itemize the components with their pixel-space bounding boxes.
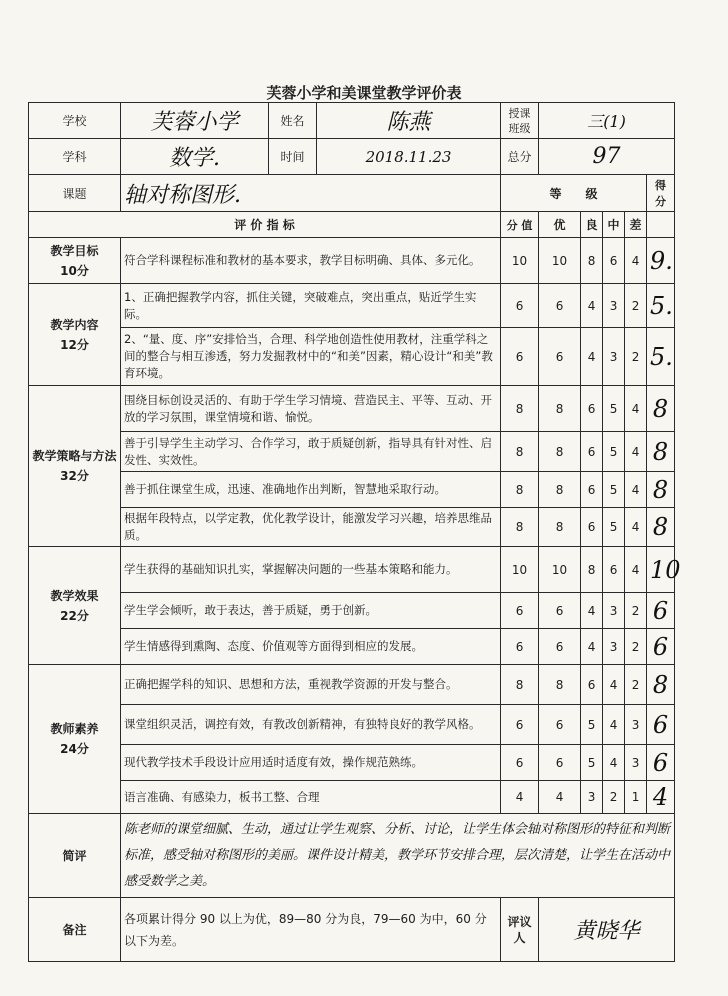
poor-value: 4	[625, 386, 647, 432]
poor-value: 4	[625, 472, 647, 508]
score-value: 6	[647, 745, 675, 781]
poor-value: 3	[625, 705, 647, 745]
score-value: 8	[647, 432, 675, 472]
poor-value: 1	[625, 781, 647, 814]
criterion-text: 1、正确把握教学内容，抓住关键，突破难点，突出重点，贴近学生实际。	[121, 284, 501, 328]
points-value: 8	[501, 386, 539, 432]
score-value: 6	[647, 593, 675, 629]
criterion-row	[29, 508, 675, 547]
evaluator-signature: 黄晓华	[539, 898, 675, 962]
excellent-value: 6	[539, 629, 581, 665]
good-header: 良	[581, 212, 603, 238]
topic-label: 课题	[29, 175, 121, 212]
comment-row	[29, 814, 675, 898]
good-value: 4	[581, 284, 603, 328]
name-value: 陈燕	[317, 103, 501, 139]
fair-value: 6	[603, 547, 625, 593]
points-value: 6	[501, 593, 539, 629]
score-value: 4	[647, 781, 675, 814]
remarks-row	[29, 898, 675, 962]
criterion-row	[29, 284, 675, 328]
good-value: 6	[581, 665, 603, 705]
fair-value: 4	[603, 705, 625, 745]
score-value: 8	[647, 472, 675, 508]
criterion-text: 善于抓住课堂生成，迅速、准确地作出判断，智慧地采取行动。	[121, 472, 501, 508]
category-goals: 教学目标 10分	[29, 238, 121, 284]
good-value: 8	[581, 238, 603, 284]
criterion-text: 学生获得的基础知识扎实，掌握解决问题的一些基本策略和能力。	[121, 547, 501, 593]
points-value: 6	[501, 284, 539, 328]
fair-value: 5	[603, 508, 625, 547]
excellent-value: 8	[539, 508, 581, 547]
points-value: 4	[501, 781, 539, 814]
poor-value: 4	[625, 508, 647, 547]
score-value: 6	[647, 629, 675, 665]
poor-value: 4	[625, 432, 647, 472]
subject-label: 学科	[29, 139, 121, 175]
points-value: 10	[501, 238, 539, 284]
total-value: 97	[539, 139, 675, 175]
criterion-row	[29, 328, 675, 386]
points-value: 10	[501, 547, 539, 593]
good-value: 8	[581, 547, 603, 593]
criterion-text: 现代教学技术手段设计应用适时适度有效，操作规范熟练。	[121, 745, 501, 781]
criterion-row	[29, 781, 675, 814]
evaluator-label: 评议人	[501, 898, 539, 962]
criterion-text: 学生学会倾听，敢于表达，善于质疑，勇于创新。	[121, 593, 501, 629]
comment-label: 简评	[29, 814, 121, 898]
excellent-value: 6	[539, 705, 581, 745]
points-value: 8	[501, 665, 539, 705]
fair-value: 5	[603, 472, 625, 508]
total-label: 总分	[501, 139, 539, 175]
criterion-text: 符合学科课程标准和教材的基本要求，教学目标明确、具体、多元化。	[121, 238, 501, 284]
fair-value: 2	[603, 781, 625, 814]
good-value: 4	[581, 629, 603, 665]
excellent-value: 6	[539, 328, 581, 386]
good-value: 4	[581, 593, 603, 629]
fair-value: 4	[603, 745, 625, 781]
poor-value: 4	[625, 238, 647, 284]
excellent-value: 8	[539, 432, 581, 472]
points-value: 6	[501, 629, 539, 665]
score-value: 8	[647, 665, 675, 705]
remarks-text: 各项累计得分 90 以上为优，89—80 分为良，79—60 为中，60 分以下为差。	[121, 898, 501, 962]
fair-value: 3	[603, 629, 625, 665]
points-value: 8	[501, 508, 539, 547]
score-value: 10	[647, 547, 675, 593]
excellent-value: 10	[539, 547, 581, 593]
fair-value: 3	[603, 284, 625, 328]
criterion-row	[29, 386, 675, 432]
poor-value: 2	[625, 328, 647, 386]
name-label: 姓名	[269, 103, 317, 139]
category-literacy: 教师素养 24分	[29, 665, 121, 814]
poor-value: 2	[625, 284, 647, 328]
score-value: 8	[647, 508, 675, 547]
fair-value: 3	[603, 328, 625, 386]
class-value: 三(1)	[539, 103, 675, 139]
excellent-value: 6	[539, 284, 581, 328]
school-label: 学校	[29, 103, 121, 139]
points-header: 分 值	[501, 212, 539, 238]
good-value: 6	[581, 508, 603, 547]
subject-value: 数学.	[121, 139, 269, 175]
excellent-value: 8	[539, 665, 581, 705]
score-header: 得分	[647, 175, 675, 212]
indicator-header: 评 价 指 标	[29, 212, 501, 238]
excellent-value: 8	[539, 386, 581, 432]
score-value: 5.	[647, 284, 675, 328]
excellent-value: 6	[539, 593, 581, 629]
points-value: 6	[501, 745, 539, 781]
criterion-row	[29, 472, 675, 508]
poor-value: 2	[625, 629, 647, 665]
poor-value: 2	[625, 593, 647, 629]
points-value: 8	[501, 432, 539, 472]
category-strategy: 教学策略与方法 32分	[29, 386, 121, 547]
remarks-label: 备注	[29, 898, 121, 962]
points-value: 8	[501, 472, 539, 508]
excellent-value: 8	[539, 472, 581, 508]
good-value: 6	[581, 386, 603, 432]
school-value: 芙蓉小学	[121, 103, 269, 139]
good-value: 4	[581, 328, 603, 386]
criterion-row	[29, 432, 675, 472]
poor-value: 2	[625, 665, 647, 705]
criterion-text: 根据年段特点，以学定教，优化教学设计，能激发学习兴趣，培养思维品质。	[121, 508, 501, 547]
criterion-row	[29, 745, 675, 781]
criterion-row	[29, 629, 675, 665]
score-header-blank	[647, 212, 675, 238]
points-value: 6	[501, 705, 539, 745]
score-value: 9.	[647, 238, 675, 284]
topic-value: 轴对称图形.	[121, 175, 501, 212]
time-label: 时间	[269, 139, 317, 175]
grade-header: 等 级	[501, 175, 647, 212]
criterion-text: 2、“量、度、序”安排恰当，合理、科学地创造性使用教材，注重学科之间的整合与相互渗透，努力发掘教材中的“和美”因素，精心设计“和美”教育环境。	[121, 328, 501, 386]
criterion-row	[29, 593, 675, 629]
points-value: 6	[501, 328, 539, 386]
good-value: 5	[581, 745, 603, 781]
criterion-text: 学生情感得到熏陶、态度、价值观等方面得到相应的发展。	[121, 629, 501, 665]
criterion-text: 围绕目标创设灵活的、有助于学生学习情境、营造民主、平等、互动、开放的学习氛围，课堂情境和谐、愉悦。	[121, 386, 501, 432]
fair-value: 4	[603, 665, 625, 705]
criterion-row	[29, 547, 675, 593]
comment-text: 陈老师的课堂细腻、生动，通过让学生观察、分析、讨论，让学生体会轴对称图形的特征和判断标准，感受轴对称图形的美丽。课件设计精美，教学环节安排合理，层次清楚，让学生在活动中感受数学之美。	[121, 814, 675, 898]
category-effect: 教学效果 22分	[29, 547, 121, 665]
criterion-text: 语言准确、有感染力，板书工整、合理	[121, 781, 501, 814]
excellent-value: 6	[539, 745, 581, 781]
score-value: 8	[647, 386, 675, 432]
poor-value: 3	[625, 745, 647, 781]
poor-header: 差	[625, 212, 647, 238]
criterion-row	[29, 238, 675, 284]
good-value: 6	[581, 472, 603, 508]
good-value: 6	[581, 432, 603, 472]
excellent-value: 10	[539, 238, 581, 284]
class-label: 授课班级	[501, 103, 539, 139]
excellent-value: 4	[539, 781, 581, 814]
fair-value: 5	[603, 386, 625, 432]
poor-value: 4	[625, 547, 647, 593]
criterion-text: 善于引导学生主动学习、合作学习，敢于质疑创新，指导具有针对性、启发性、实效性。	[121, 432, 501, 472]
good-value: 3	[581, 781, 603, 814]
fair-header: 中	[603, 212, 625, 238]
criterion-text: 正确把握学科的知识、思想和方法，重视教学资源的开发与整合。	[121, 665, 501, 705]
criterion-text: 课堂组织灵活，调控有效，有教改创新精神，有独特良好的教学风格。	[121, 705, 501, 745]
criterion-row	[29, 705, 675, 745]
time-value: 2018.11.23	[317, 139, 501, 175]
score-value: 5.	[647, 328, 675, 386]
form-title: 芙蓉小学和美课堂教学评价表	[266, 84, 462, 102]
fair-value: 5	[603, 432, 625, 472]
category-content: 教学内容 12分	[29, 284, 121, 386]
fair-value: 6	[603, 238, 625, 284]
evaluation-table	[28, 102, 681, 962]
excellent-header: 优	[539, 212, 581, 238]
criterion-row	[29, 665, 675, 705]
fair-value: 3	[603, 593, 625, 629]
good-value: 5	[581, 705, 603, 745]
score-value: 6	[647, 705, 675, 745]
